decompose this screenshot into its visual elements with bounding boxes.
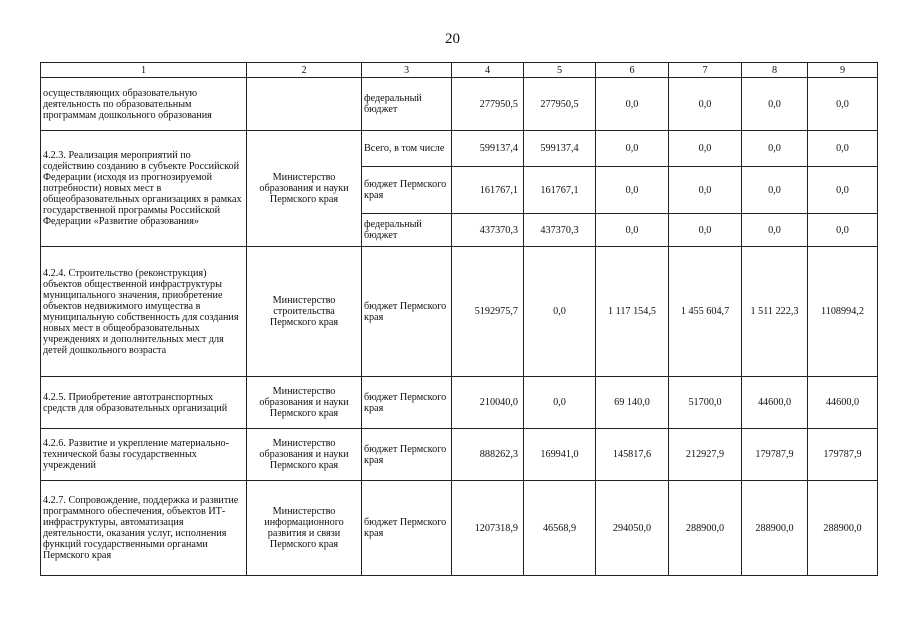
- executor-cell: [247, 78, 362, 131]
- value-cell: 51700,0: [669, 377, 742, 429]
- header-cell: 5: [524, 63, 596, 78]
- value-cell: 888262,3: [452, 429, 524, 481]
- table-row: [41, 377, 878, 429]
- value-cell: 5192975,7: [452, 247, 524, 377]
- header-cell: 2: [247, 63, 362, 78]
- value-cell: 277950,5: [524, 78, 596, 131]
- executor-cell: Министерство образования и науки Пермского края: [247, 429, 362, 481]
- value-cell: 0,0: [669, 78, 742, 131]
- executor-cell: Министерство строительства Пермского края: [247, 247, 362, 377]
- executor-cell: Министерство образования и науки Пермского края: [247, 131, 362, 247]
- value-cell: 0,0: [742, 214, 808, 247]
- value-cell: 288900,0: [669, 481, 742, 576]
- funding-source: бюджет Пермского края: [362, 167, 452, 214]
- budget-table: [40, 62, 878, 576]
- value-cell: 179787,9: [742, 429, 808, 481]
- funding-source: бюджет Пермского края: [362, 247, 452, 377]
- value-cell: 69 140,0: [596, 377, 669, 429]
- value-cell: 0,0: [524, 377, 596, 429]
- header-cell: 3: [362, 63, 452, 78]
- funding-source: федеральный бюджет: [362, 214, 452, 247]
- value-cell: 1108994,2: [808, 247, 878, 377]
- activity-name: 4.2.3. Реализация мероприятий по содействию созданию в субъекте Российской Федерации (исходя из прогнозируемой потребности) новых мест в общеобразовательных организациях в рамках государственной программы Российской Федерации «Развитие образования»: [41, 131, 247, 247]
- value-cell: 0,0: [808, 167, 878, 214]
- value-cell: 169941,0: [524, 429, 596, 481]
- value-cell: 161767,1: [452, 167, 524, 214]
- value-cell: 1207318,9: [452, 481, 524, 576]
- funding-source: федеральный бюджет: [362, 78, 452, 131]
- value-cell: 294050,0: [596, 481, 669, 576]
- activity-name: 4.2.5. Приобретение автотранспортных средств для образовательных организаций: [41, 377, 247, 429]
- value-cell: 0,0: [808, 214, 878, 247]
- header-row: [41, 63, 878, 78]
- value-cell: 0,0: [669, 167, 742, 214]
- funding-source: бюджет Пермского края: [362, 481, 452, 576]
- page-number: 20: [445, 31, 460, 47]
- value-cell: 1 511 222,3: [742, 247, 808, 377]
- value-cell: 44600,0: [742, 377, 808, 429]
- funding-source: Всего, в том числе: [362, 131, 452, 167]
- value-cell: 599137,4: [524, 131, 596, 167]
- value-cell: 0,0: [742, 167, 808, 214]
- value-cell: 0,0: [596, 78, 669, 131]
- header-cell: 8: [742, 63, 808, 78]
- header-cell: 7: [669, 63, 742, 78]
- value-cell: 210040,0: [452, 377, 524, 429]
- header-cell: 9: [808, 63, 878, 78]
- header-cell: 4: [452, 63, 524, 78]
- header-cell: 6: [596, 63, 669, 78]
- value-cell: 288900,0: [808, 481, 878, 576]
- activity-name: 4.2.7. Сопровождение, поддержка и развитие программного обеспечения, объектов ИТ-инфраструктуры, автоматизация деятельности, оказания услуг, исполнения функций государственными органами Пермского края: [41, 481, 247, 576]
- table-row: [41, 131, 878, 167]
- executor-cell: Министерство информационного развития и связи Пермского края: [247, 481, 362, 576]
- activity-name: 4.2.4. Строительство (реконструкция) объектов общественной инфраструктуры муниципального значения, приобретение объектов недвижимого имущества в муниципальную собственность для создания новых мест в общеобразовательных учреждениях и дополнительных мест для детей дошкольного возраста: [41, 247, 247, 377]
- table-row: [41, 78, 878, 131]
- value-cell: 0,0: [669, 214, 742, 247]
- value-cell: 179787,9: [808, 429, 878, 481]
- table-row: [41, 247, 878, 377]
- value-cell: 0,0: [669, 131, 742, 167]
- activity-name: осуществляющих образовательную деятельность по образовательным программам дошкольного образования: [41, 78, 247, 131]
- value-cell: 599137,4: [452, 131, 524, 167]
- value-cell: 437370,3: [524, 214, 596, 247]
- value-cell: 44600,0: [808, 377, 878, 429]
- value-cell: 288900,0: [742, 481, 808, 576]
- value-cell: 437370,3: [452, 214, 524, 247]
- activity-name: 4.2.6. Развитие и укрепление материально-технической базы государственных учреждений: [41, 429, 247, 481]
- value-cell: 212927,9: [669, 429, 742, 481]
- funding-source: бюджет Пермского края: [362, 429, 452, 481]
- value-cell: 0,0: [596, 214, 669, 247]
- table-row: [41, 481, 878, 576]
- value-cell: 277950,5: [452, 78, 524, 131]
- value-cell: 0,0: [808, 131, 878, 167]
- value-cell: 145817,6: [596, 429, 669, 481]
- value-cell: 0,0: [808, 78, 878, 131]
- executor-cell: Министерство образования и науки Пермского края: [247, 377, 362, 429]
- value-cell: 161767,1: [524, 167, 596, 214]
- value-cell: 1 117 154,5: [596, 247, 669, 377]
- funding-source: бюджет Пермского края: [362, 377, 452, 429]
- table-row: [41, 429, 878, 481]
- value-cell: 46568,9: [524, 481, 596, 576]
- header-cell: 1: [41, 63, 247, 78]
- value-cell: 0,0: [524, 247, 596, 377]
- value-cell: 0,0: [742, 131, 808, 167]
- value-cell: 0,0: [596, 167, 669, 214]
- value-cell: 0,0: [596, 131, 669, 167]
- value-cell: 1 455 604,7: [669, 247, 742, 377]
- value-cell: 0,0: [742, 78, 808, 131]
